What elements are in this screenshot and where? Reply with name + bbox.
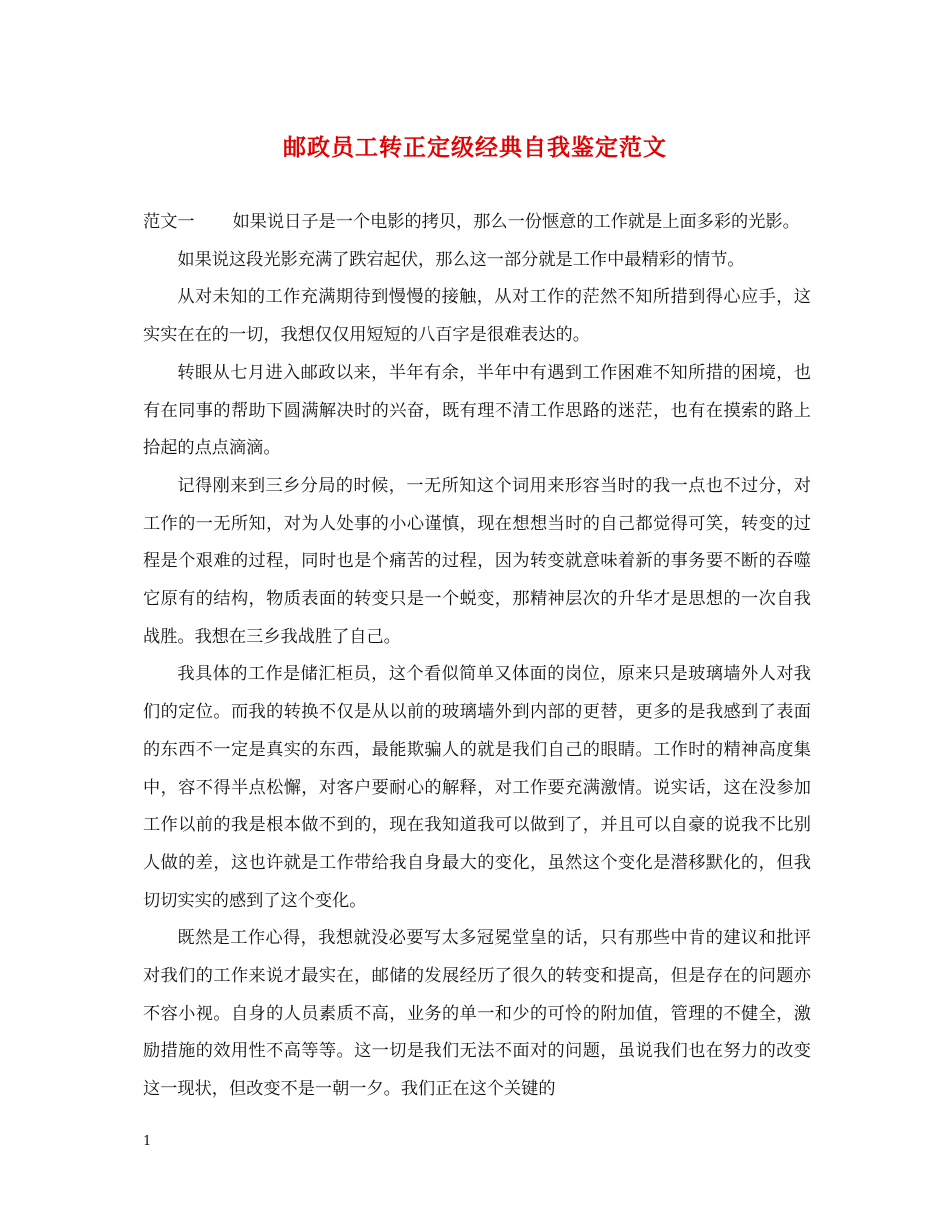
paragraph-5: 记得刚来到三乡分局的时候，一无所知这个词用来形容当时的我一点也不过分，对工作的一无所知，对为人处事的小心谨慎，现在想想当时的自己都觉得可笑，转变的过程是个艰难的过程，同时也是个痛苦的过程，因为转变就意味着新的事务要不断的吞噬它原有的结构，物质表面的转变只是一个蜕变，那精神层次的升华才是思想的一次自我战胜。我想在三乡我战胜了自己。 (143, 475, 811, 647)
sample-label: 范文一 (143, 212, 195, 232)
document-title: 邮政员工转正定级经典自我鉴定范文 (283, 134, 667, 161)
paragraph-7: 既然是工作心得，我想就没必要写太多冠冕堂皇的话，只有那些中肯的建议和批评对我们的工作来说才最实在，邮储的发展经历了很久的转变和提高，但是存在的问题亦不容小视。自身的人员素质不高，业务的单一和少的可怜的附加值，管理的不健全，激励措施的效用性不高等等。这一切是我们无法不面对的问题，虽说我们也在努力的改变这一现状，但改变不是一朝一夕。我们正在这个关键的 (143, 928, 811, 1100)
paragraph-2: 如果说这段光影充满了跌宕起伏，那么这一部分就是工作中最精彩的情节。 (177, 249, 745, 270)
document-body (143, 204, 811, 1109)
paragraph-3: 从对未知的工作充满期待到慢慢的接触，从对工作的茫然不知所措到得心应手，这实实在在的一切，我想仅仅用短短的八百字是很难表达的。 (143, 287, 811, 346)
paragraph-1-text: 如果说日子是一个电影的拷贝，那么一份惬意的工作就是上面多彩的光影。 (232, 212, 800, 232)
paragraph-6: 我具体的工作是储汇柜员，这个看似简单又体面的岗位，原来只是玻璃墙外人对我们的定位。而我的转换不仅是从以前的玻璃墙外到内部的更替，更多的是我感到了表面的东西不一定是真实的东西，最能欺骗人的就是我们自己的眼睛。工作时的精神高度集中，容不得半点松懈，对客户要耐心的解释，对工作要充满激情。说实话，这在没参加工作以前的我是根本做不到的，现在我知道我可以做到了，并且可以自豪的说我不比别人做的差，这也许就是工作带给我自身最大的变化，虽然这个变化是潜移默化的，但我切切实实的感到了这个变化。 (143, 664, 811, 911)
paragraph-4: 转眼从七月进入邮政以来，半年有余，半年中有遇到工作困难不知所措的困境，也有在同事的帮助下圆满解决时的兴奋，既有理不清工作思路的迷茫，也有在摸索的路上拾起的点点滴滴。 (143, 362, 811, 459)
paragraph-1 (143, 204, 811, 242)
page-number: 1 (143, 1134, 152, 1149)
